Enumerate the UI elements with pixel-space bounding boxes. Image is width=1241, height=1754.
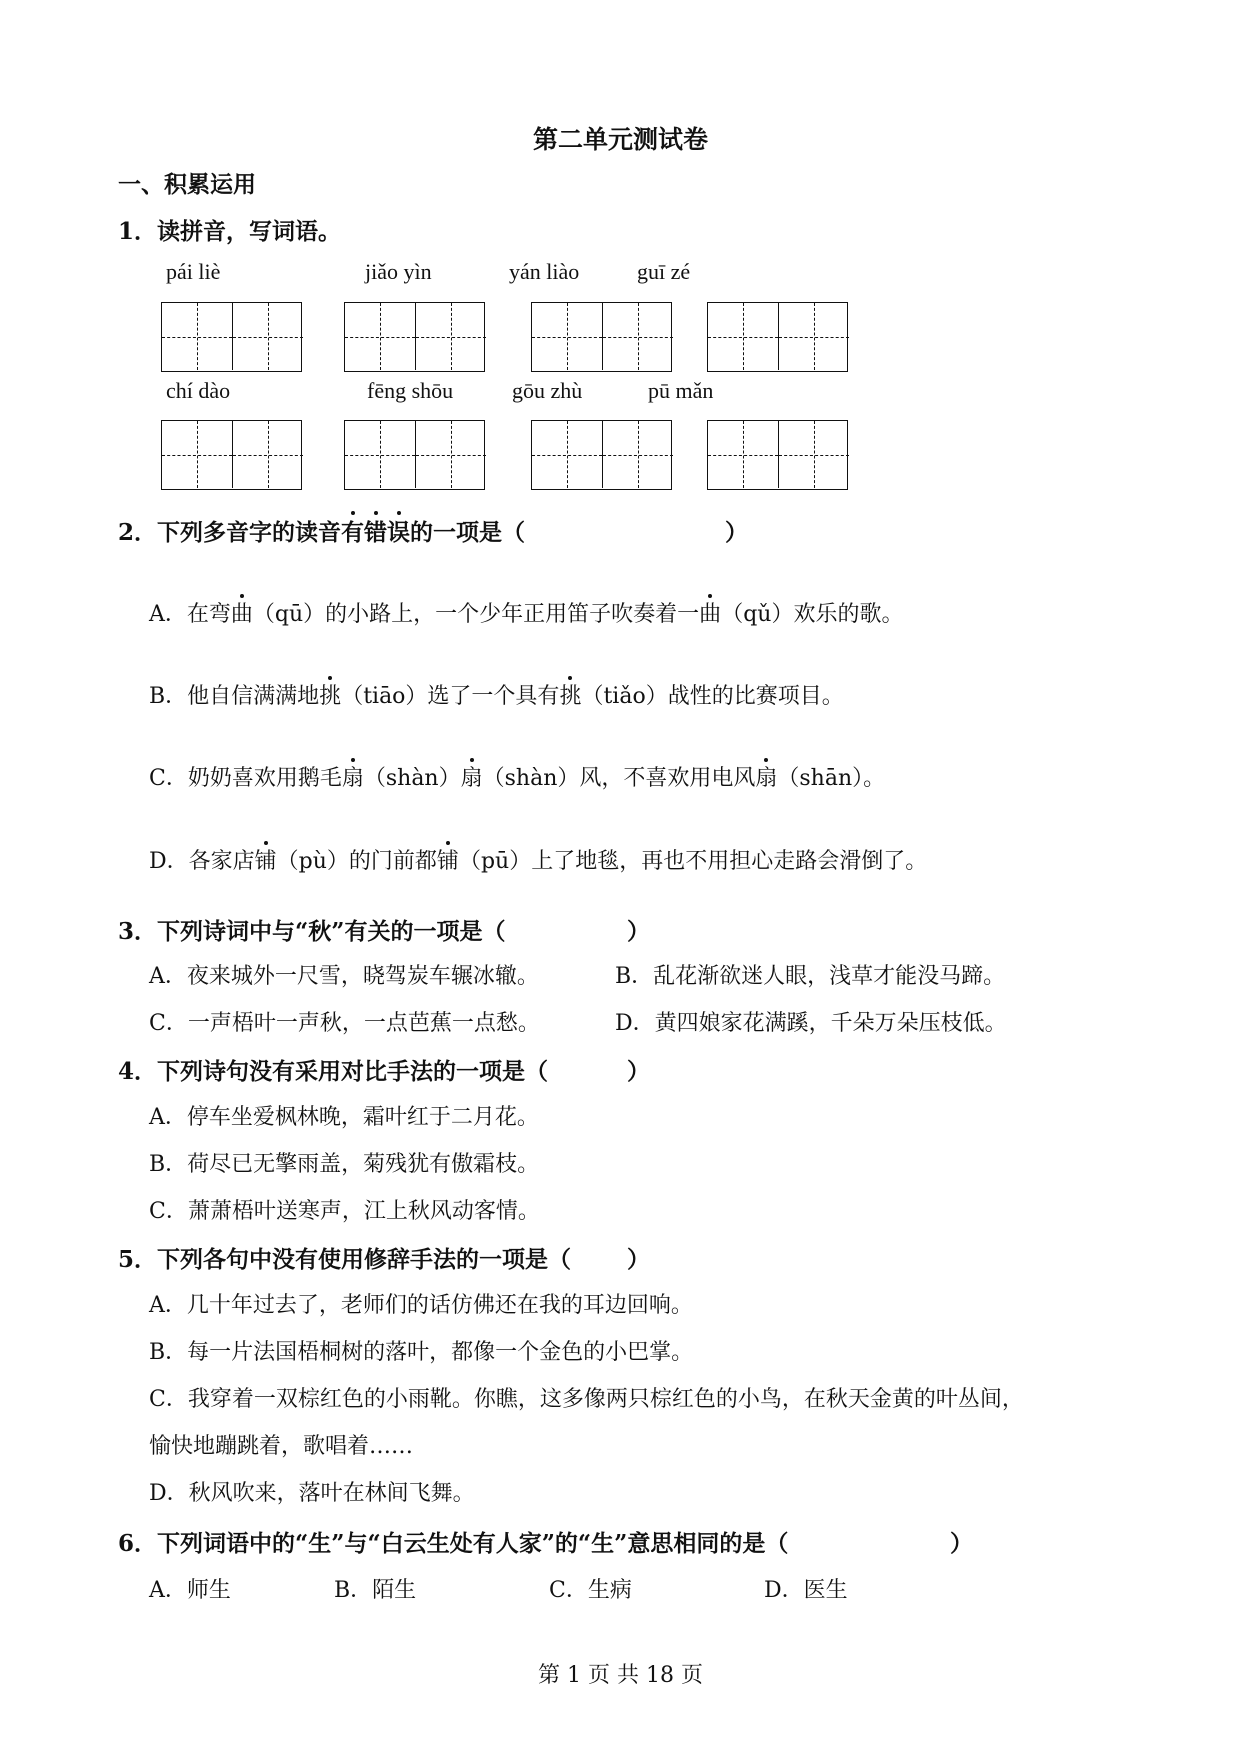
pinyin-8: pū mǎn [648, 378, 714, 403]
option-text: A．在弯 [149, 602, 231, 627]
emphasis-char: 有 [341, 514, 364, 547]
option-a[interactable] [149, 597, 903, 628]
option-c[interactable]: C．一声梧叶一声秋，一点芭蕉一点愁。 [149, 1011, 540, 1036]
emphasis-char: 曲 [231, 597, 253, 628]
writing-grid[interactable] [161, 302, 302, 372]
writing-grid[interactable] [531, 302, 672, 372]
grid-cell[interactable] [345, 421, 415, 488]
grid-cell[interactable] [232, 421, 303, 488]
option-text: （shàn）风，不喜欢用电风 [482, 766, 756, 791]
option-a[interactable]: A．夜来城外一尺雪，晓驾炭车辗冰辙。 [149, 964, 539, 989]
option-text: （qǔ）欢乐的歌。 [721, 602, 904, 627]
pinyin-3: yán liào [509, 259, 580, 284]
answer-paren-close: ） [950, 1530, 973, 1557]
option-b[interactable]: B．乱花渐欲迷人眼，浅草才能没马蹄。 [615, 964, 1006, 989]
option-c[interactable]: C．生病 [549, 1578, 632, 1603]
option-text: C．奶奶喜欢用鹅毛 [149, 766, 342, 791]
option-c-continued: 愉快地蹦跳着，歌唱着…… [149, 1434, 414, 1459]
question-1-prompt: 1．读拼音，写词语。 [118, 218, 342, 245]
option-d[interactable]: D．秋风吹来，落叶在林间飞舞。 [149, 1481, 475, 1506]
question-5-prompt: 5．下列各句中没有使用修辞手法的一项是（ [118, 1246, 572, 1273]
emphasis-char: 扇 [755, 761, 777, 792]
option-c[interactable]: C．萧萧梧叶送寒声，江上秋风动客情。 [149, 1199, 540, 1224]
option-c[interactable] [149, 761, 885, 792]
grid-cell[interactable] [532, 303, 602, 370]
answer-paren-close: ） [725, 519, 748, 546]
option-text: （tiǎo）战性的比赛项目。 [581, 684, 844, 709]
grid-cell[interactable] [162, 303, 232, 370]
answer-paren-close: ） [627, 918, 650, 945]
emphasis-char: 铺 [437, 844, 459, 875]
option-c[interactable]: C．我穿着一双棕红色的小雨靴。你瞧，这多像两只棕红色的小鸟，在秋天金黄的叶丛间， [149, 1387, 1024, 1412]
grid-cell[interactable] [415, 303, 486, 370]
option-text: B．他自信满满地 [149, 684, 320, 709]
page-footer: 第 1 页 共 18 页 [538, 1663, 703, 1688]
option-b[interactable]: B．荷尽已无擎雨盖，菊残犹有傲霜枝。 [149, 1152, 540, 1177]
grid-cell[interactable] [602, 303, 673, 370]
option-a[interactable]: A．几十年过去了，老师们的话仿佛还在我的耳边回响。 [149, 1293, 693, 1318]
grid-cell[interactable] [778, 421, 849, 488]
question-3-prompt: 3．下列诗词中与“秋”有关的一项是（ [118, 918, 506, 945]
option-text: （tiāo）选了一个具有 [341, 684, 560, 709]
option-d[interactable] [149, 844, 927, 875]
pinyin-2: jiǎo yìn [365, 259, 432, 284]
pinyin-4: guī zé [637, 259, 691, 284]
writing-grid[interactable] [344, 302, 485, 372]
writing-grid[interactable] [344, 420, 485, 490]
prompt-text: 的一项是（ [410, 519, 526, 546]
emphasis-char: 曲 [699, 597, 721, 628]
option-b[interactable]: B．陌生 [334, 1578, 417, 1603]
emphasis-char: 挑 [559, 679, 581, 710]
option-a[interactable]: A．停车坐爱枫林晚，霜叶红于二月花。 [149, 1105, 539, 1130]
pinyin-5: chí dào [166, 378, 231, 403]
emphasis-char: 扇 [342, 761, 364, 792]
emphasis-char: 错 [364, 514, 387, 547]
writing-grid[interactable] [531, 420, 672, 490]
page-title: 第二单元测试卷 [532, 125, 708, 154]
answer-paren-close: ） [627, 1246, 650, 1273]
grid-cell[interactable] [415, 421, 486, 488]
emphasis-char: 误 [387, 514, 410, 547]
emphasis-char: 挑 [319, 679, 341, 710]
section-heading: 一、积累运用 [118, 171, 256, 198]
option-text: （shān）。 [777, 766, 886, 791]
emphasis-char: 铺 [255, 844, 277, 875]
grid-cell[interactable] [778, 303, 849, 370]
writing-grid[interactable] [161, 420, 302, 490]
question-4-prompt: 4．下列诗句没有采用对比手法的一项是（ [118, 1058, 549, 1085]
grid-cell[interactable] [602, 421, 673, 488]
pinyin-1: pái liè [166, 259, 221, 284]
grid-cell[interactable] [708, 303, 778, 370]
grid-cell[interactable] [532, 421, 602, 488]
answer-paren-close: ） [627, 1058, 650, 1085]
pinyin-7: gōu zhù [512, 378, 583, 403]
prompt-text: 2．下列多音字的读音 [118, 519, 342, 546]
option-text: （pū）上了地毯，再也不用担心走路会滑倒了。 [458, 849, 928, 874]
option-d[interactable]: D．黄四娘家花满蹊，千朵万朵压枝低。 [615, 1011, 1007, 1036]
option-text: （shàn） [363, 766, 461, 791]
option-b[interactable]: B．每一片法国梧桐树的落叶，都像一个金色的小巴掌。 [149, 1340, 694, 1365]
question-2-prompt [118, 514, 525, 547]
option-text: （qū）的小路上，一个少年正用笛子吹奏着一 [252, 602, 700, 627]
option-text: （pù）的门前都 [276, 849, 437, 874]
pinyin-6: fēng shōu [367, 378, 454, 403]
option-a[interactable]: A．师生 [149, 1578, 231, 1603]
grid-cell[interactable] [232, 303, 303, 370]
option-text: D．各家店 [149, 849, 255, 874]
grid-cell[interactable] [708, 421, 778, 488]
option-b[interactable] [149, 679, 844, 710]
option-d[interactable]: D．医生 [764, 1578, 848, 1603]
grid-cell[interactable] [162, 421, 232, 488]
writing-grid[interactable] [707, 302, 848, 372]
question-6-prompt: 6．下列词语中的“生”与“白云生处有人家”的“生”意思相同的是（ [118, 1530, 789, 1557]
writing-grid[interactable] [707, 420, 848, 490]
emphasis-char: 扇 [461, 761, 483, 792]
grid-cell[interactable] [345, 303, 415, 370]
